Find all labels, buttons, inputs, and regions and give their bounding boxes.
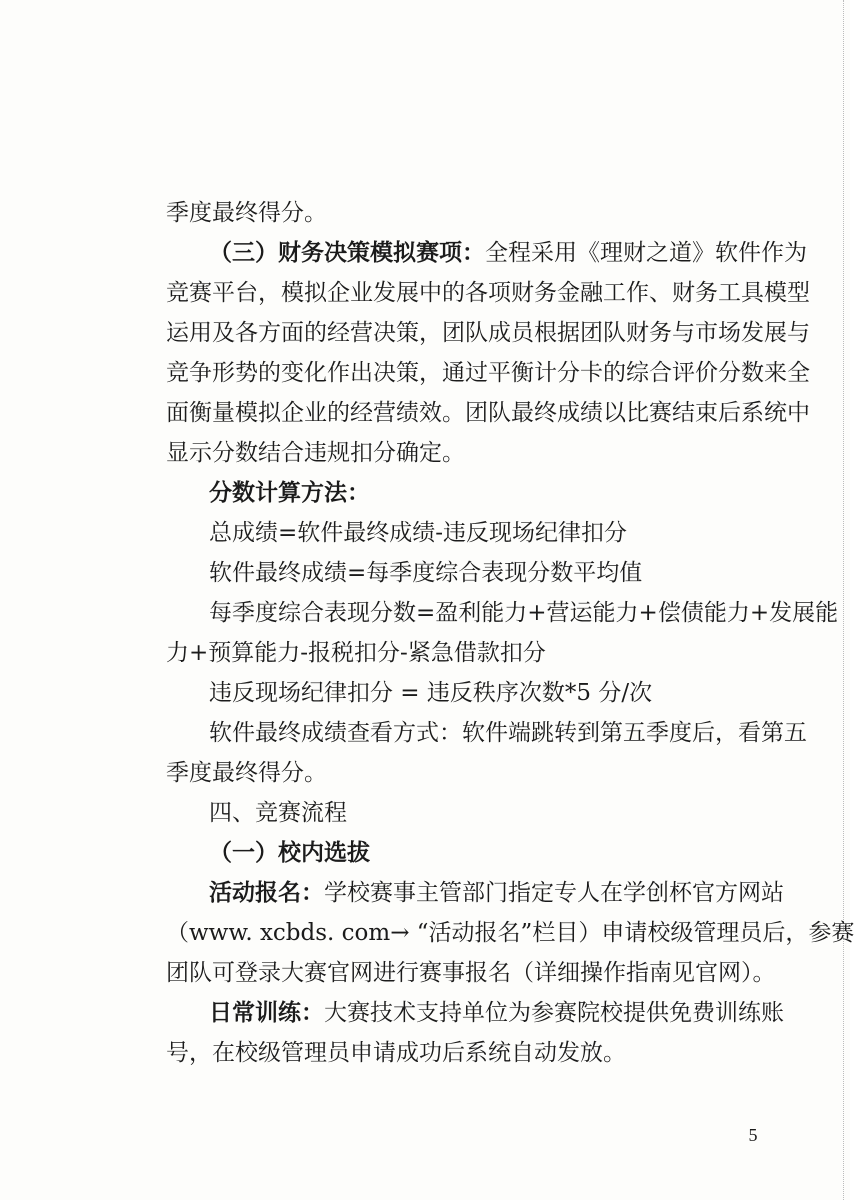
score-formula-line: 软件最终成绩=每季度综合表现分数平均值 (209, 560, 643, 586)
score-formula-line: 软件最终成绩查看方式：软件端跳转到第五季度后，看第五 (209, 720, 807, 746)
section3-line: 竞赛平台，模拟企业发展中的各项财务金融工作、财务工具模型 (166, 280, 810, 306)
section3-line: 竞争形势的变化作出决策，通过平衡计分卡的综合评价分数来全 (166, 360, 810, 386)
section3-label: （三）财务决策模拟赛项： (209, 239, 485, 266)
training-text: 大赛技术支持单位为参赛院校提供免费训练账 (324, 1000, 784, 1026)
section3-first-line (209, 238, 807, 268)
score-formula-line: 每季度综合表现分数=盈利能力+营运能力+偿债能力+发展能 (209, 600, 839, 626)
scan-edge-dots (843, 0, 844, 1200)
page-number: 5 (748, 1125, 758, 1145)
section3-line: 显示分数结合违规扣分确定。 (166, 440, 465, 466)
signup-first-line (209, 878, 784, 908)
score-formula-line: 总成绩=软件最终成绩-违反现场纪律扣分 (209, 520, 628, 546)
signup-text: 学校赛事主管部门指定专人在学创杯官方网站 (324, 880, 784, 906)
score-formula-line: 违反现场纪律扣分 = 违反秩序次数*5 分/次 (209, 680, 653, 706)
training-label: 日常训练： (209, 999, 324, 1026)
score-formula-line: 季度最终得分。 (166, 760, 327, 786)
section3-line: 面衡量模拟企业的经营绩效。团队最终成绩以比赛结束后系统中 (166, 400, 810, 426)
signup-line: 团队可登录大赛官网进行赛事报名（详细操作指南见官网）。 (166, 960, 776, 986)
signup-label: 活动报名： (209, 879, 324, 906)
section3-line: 运用及各方面的经营决策，团队成员根据团队财务与市场发展与 (166, 320, 810, 346)
carry-over-line: 季度最终得分。 (166, 200, 327, 226)
section4-heading: 四、竞赛流程 (209, 800, 347, 826)
signup-line: （www. xcbds. com→ “活动报名”栏目）申请校级管理员后，参赛 (166, 920, 854, 946)
score-formula-line: 力+预算能力-报税扣分-紧急借款扣分 (166, 640, 546, 666)
training-first-line (209, 998, 784, 1028)
section4-sub1-heading: （一）校内选拔 (209, 839, 370, 866)
section3-text: 全程采用《理财之道》软件作为 (485, 240, 807, 266)
training-line: 号，在校级管理员申请成功后系统自动发放。 (166, 1040, 626, 1066)
score-method-heading: 分数计算方法： (209, 479, 370, 506)
